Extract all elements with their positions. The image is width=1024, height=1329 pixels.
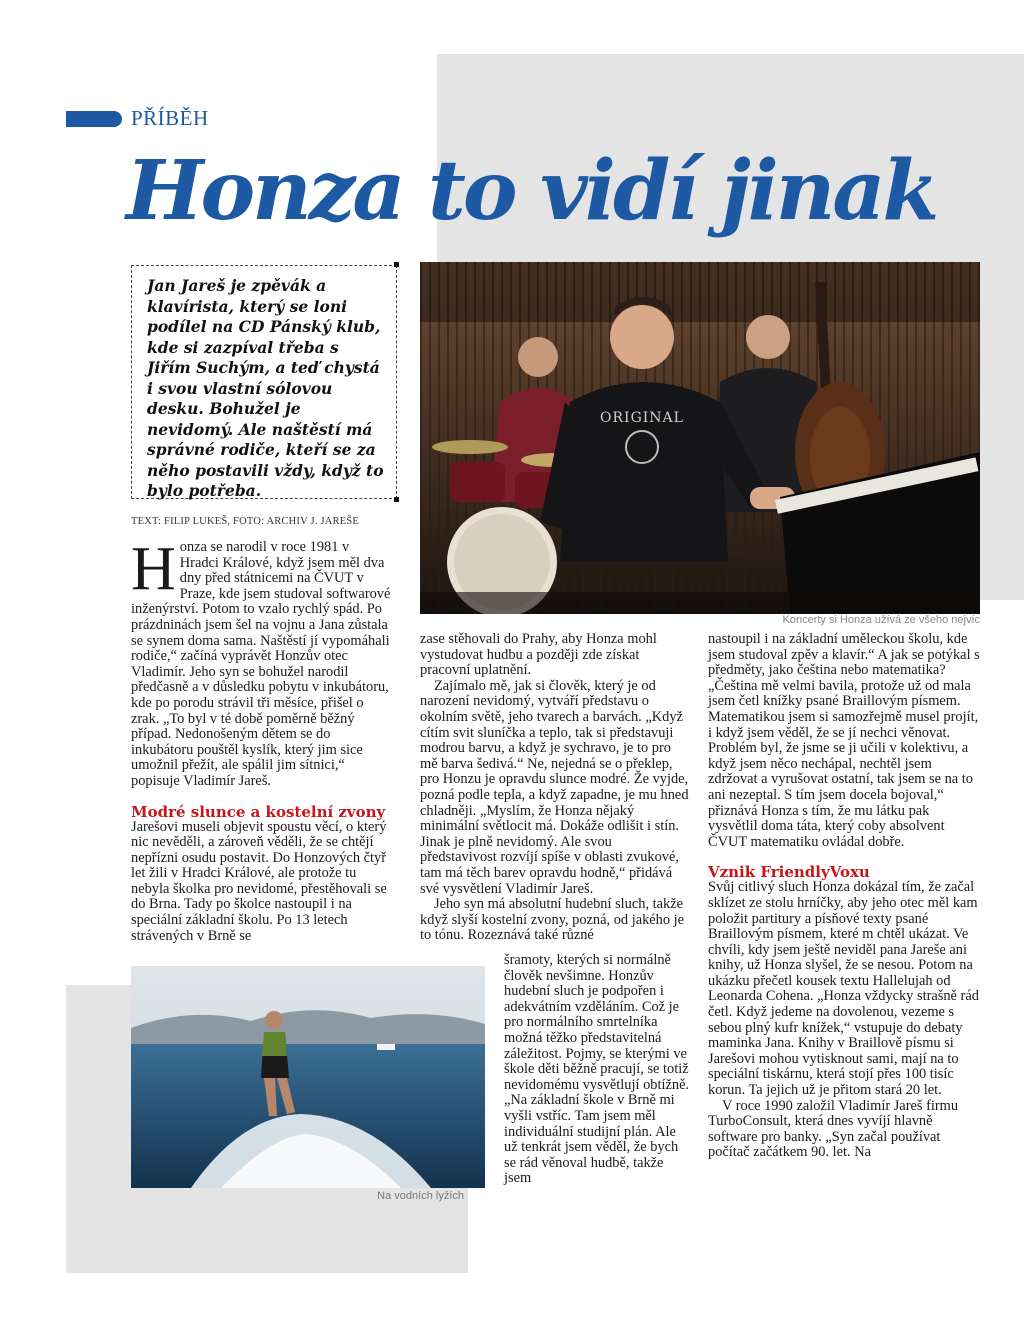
water-ski-photo <box>131 966 485 1188</box>
article-paragraph: šramoty, kterých si normálně člověk nevšimne. Honzův hudební sluch je podpořen i adekvátním vzděláním. Což je pro normálního smrtelníka možná těžko představitelná záležitost. Pojmy, se kterými ve škole děti běžně pracují, se totiž nevidomému vysvětlují obtížně. „Na základní škole v Brně mi vyšli vstříc. Tam jsem měl individuální studijní plán. Ale už tenkrát jsem věděl, že bych se rád věnoval hudbě, takže jsem <box>504 952 690 1187</box>
concert-photo <box>420 262 980 614</box>
shirt-print: ORIGINAL <box>600 410 684 426</box>
subheading: Modré slunce a kostelní zvony <box>131 802 386 821</box>
article-column-1 <box>131 535 391 944</box>
article-paragraph: zase stěhovali do Prahy, aby Honza mohl vystudovat hudbu a později zde získat pracovní uplatnění. <box>420 631 657 679</box>
concert-photo-image <box>420 262 980 614</box>
paragraph-text: onza se narodil v roce 1981 v Hradci Králové, když jsem měl dva dny před státnicemi na ČVUT v Praze, kde jsem studoval softwarové inženýrství. Potom to vzalo rychlý spád. Po prázdninách jsem šel na vojnu a Jana zůstala se synem doma sama. Naštěstí jí vypomáhali rodiče,“ začíná vyprávět Honzův otec Vladimír. Jeho syn se bohužel narodil předčasně a v důsledku pobytu v inkubátoru, kde po porodu strávil tři měsíce, přišel o zrak. „To byl v té době poměrně běžný případ. Nedonošeným dětem se do inkubátoru pouštěl kyslík, který jim sice umožnil přežít, ale spálil jim sítnici,“ popisuje Vladimír Jareš. <box>131 539 391 789</box>
article-paragraph: Jarešovi museli objevit spoustu věcí, o který nic nevěděli, a zároveň věděli, že se chtějí nepřízni osudu postavit. Do Honzových čtyř let žili v Hradci Králové, ale protože tu nebyla školka pro nevidomé, přestěhovali se do Brna. Tady po školce nastoupil i na speciální základní školu. Po 13 letech strávených v Brně se <box>131 818 387 944</box>
subheading: Vznik FriendlyVoxu <box>708 863 870 882</box>
page-title: Honza to vidí jinak <box>126 143 937 239</box>
article-column-2 <box>420 632 690 944</box>
article-column-3 <box>708 632 980 1161</box>
water-ski-photo-image <box>131 966 485 1188</box>
article-paragraph: V roce 1990 založil Vladimír Jareš firmu TurboConsult, která dnes vyvíjí hlavně software pro banky. „Syn začal používat počítač začátkem 90. let. Na <box>708 1097 959 1161</box>
article-column-2-continued <box>504 953 690 1187</box>
article-paragraph: Svůj citlivý sluch Honza dokázal tím, že začal sklízet ze stolu hrníčky, aby jeho otec měl kam položit partitury a písňové texty psané Braillovým písmem, které m chtěl ukázat. Ve chvíli, kdy jsem ještě neviděl pana Jareše ani knihy, už Honza slyšel, že se nesou. Potom na ukázku přečetl kousek textu Hallelujah od Leonarda Cohena. „Honza vždycky strašně rád četl. Když jedeme na dovolenou, vezeme s sebou plný kufr knížek,“ vstupuje do debaty maminka Jana. Knihy v Braillově písmu si Jarešovi mohou vytisknout sami, mají na to speciální tiskárnu, která stojí přes 100 tisíc korun. Ta jejich už je přitom stará 20 let. <box>708 879 979 1099</box>
lead-paragraph: Jan Jareš je zpěvák a klavírista, který se loni podílel na CD Pánský klub, kde si zazpíval třeba s Jiřím Suchým, a teď chystá i svou vlastní sólovou desku. Bohužel je nevidomý. Ale naštěstí má správné rodiče, kteří se za něho postavili vždy, když to bylo potřeba. <box>131 265 397 499</box>
lead-box-corner <box>394 497 399 502</box>
article-paragraph: nastoupil i na základní uměleckou školu, kde jsem studoval zpěv a klavír.“ A jak se potýkal s předměty, jako čeština nebo matematika? „Čeština mě velmi bavila, protože už od mala jsem četl knížky psané Braillovým písmem. Matematikou jsem si samozřejmě musel projít, i když jsem věděl, že se jí nechci věnovat. Problém byl, že jsme se ji učili v kolektivu, a když jsem něco nechápal, nechtěl jsem zdržovat a vyrušovat ostatní, tak jsem se na to ani nezeptal. S tím jsem docela bojoval,“ přiznává Honza s tím, že mu látku pak vysvětlil doma táta, který coby absolvent ČVUT matematiku ovládal dobře. <box>708 631 980 850</box>
section-marker-bar <box>66 111 122 127</box>
photo-caption: Koncerty si Honza užívá ze všeho nejvíc <box>782 614 980 626</box>
article-paragraph: Zajímalo mě, jak si člověk, který je od narození nevidomý, vytváří představu o okolním světě, jeho tvarech a barvách. „Když cítím svit sluníčka a teplo, tak si představuji modrou barvu, a když je sychravo, je to pro mě barva šedivá.“ Ne, nejedná se o překlep, pro Honzu je opravdu slunce modré. Že vyjde, pozná podle tepla, a když zapadne, je mu hned chladněji. „Myslím, že Honza nějaký minimální světlocit má. Dokáže odlišit i stín. Jinak je plně nevidomý. Ale svou představivost rozvíjí spíše v oblasti zvukové, tam má těch barev opravdu hodně,“ přidává své vysvětlení Vladimír Jareš. <box>420 677 689 897</box>
section-label: PŘÍBĚH <box>131 106 209 130</box>
lead-box-corner <box>394 262 399 267</box>
article-paragraph: Jeho syn má absolutní hudební sluch, takže když slyší kostelní zvony, pozná, od jakého je to tónu. Rozeznává také různé <box>420 896 685 944</box>
article-paragraph <box>131 535 391 790</box>
photo-caption: Na vodních lyžích <box>377 1190 464 1202</box>
drop-cap: H <box>131 535 176 603</box>
author-credit: TEXT: FILIP LUKEŠ, FOTO: ARCHIV J. JAREŠE <box>131 516 360 527</box>
